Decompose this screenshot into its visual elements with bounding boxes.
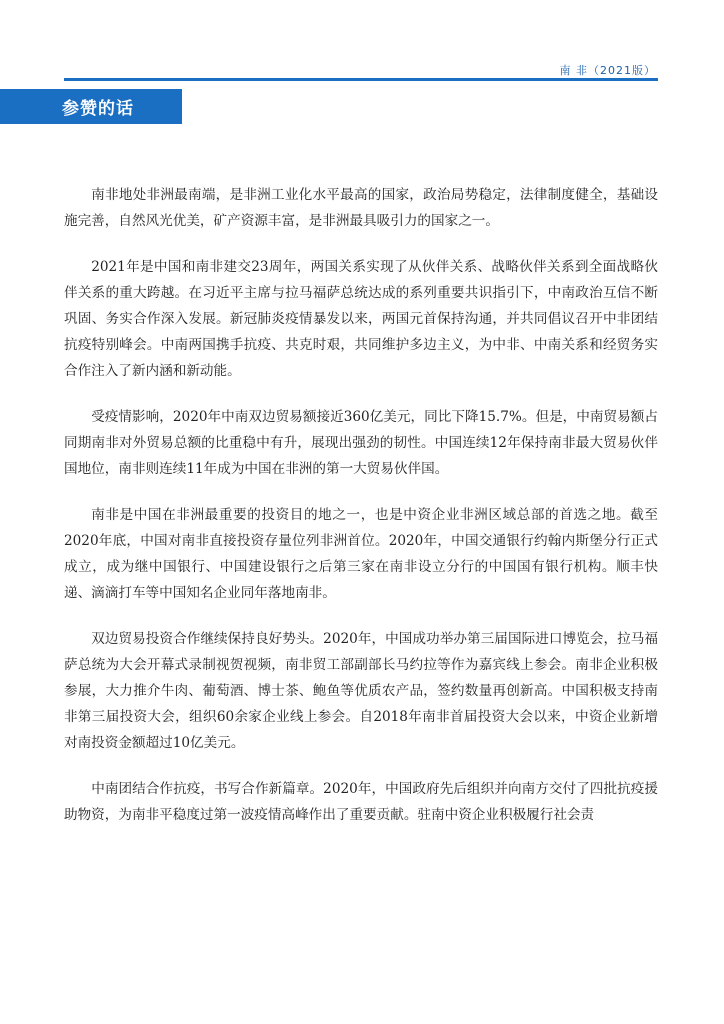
paragraph: 双边贸易投资合作继续保持良好势头。2020年，中国成功举办第三届国际进口博览会，拉马福萨总统为大会开幕式录制视贺视频，南非贸工部副部长马约拉等作为嘉宾线上参会。南非企业积极参展，大力推介牛肉、葡萄酒、博士茶、鲍鱼等优质农产品，签约数量再创新高。中国积极支持南非第三届投资大会，组织60余家企业线上参会。自2018年南非首届投资大会以来，中资企业新增对南投资金额超过10亿美元。 [64,631,658,751]
body-text [64,182,658,848]
paragraph: 受疫情影响，2020年中南双边贸易额接近360亿美元，同比下降15.7%。但是，中南贸易额占同期南非对外贸易总额的比重稳中有升，展现出强劲的韧性。中国连续12年保持南非最大贸易伙伴国地位，南非则连续11年成为中国在非洲的第一大贸易伙伴国。 [64,409,658,477]
running-header-title: 南 非（2021版） [559,64,656,77]
paragraph: 中南团结合作抗疫，书写合作新篇章。2020年，中国政府先后组织并向南方交付了四批抗疫援助物资，为南非平稳度过第一波疫情高峰作出了重要贡献。驻南中资企业积极履行社会责 [64,781,658,823]
section-title: 参赞的话 [62,99,134,119]
header-divider [64,78,658,81]
paragraph: 南非地处非洲最南端，是非洲工业化水平最高的国家，政治局势稳定，法律制度健全，基础设施完善，自然风光优美，矿产资源丰富，是非洲最具吸引力的国家之一。 [64,187,658,229]
section-banner [0,89,182,124]
paragraph: 南非是中国在非洲最重要的投资目的地之一，也是中资企业非洲区域总部的首选之地。截至2020年底，中国对南非直接投资存量位列非洲首位。2020年，中国交通银行约翰内斯堡分行正式成立，成为继中国银行、中国建设银行之后第三家在南非设立分行的中国国有银行机构。顺丰快递、滴滴打车等中国知名企业同年落地南非。 [64,507,658,601]
paragraph: 2021年是中国和南非建交23周年，两国关系实现了从伙伴关系、战略伙伴关系到全面战略伙伴关系的重大跨越。在习近平主席与拉马福萨总统达成的系列重要共识指引下，中南政治互信不断巩固、务实合作深入发展。新冠肺炎疫情暴发以来，两国元首保持沟通，并共同倡议召开中非团结抗疫特别峰会。中南两国携手抗疫、共克时艰，共同维护多边主义，为中非、中南关系和经贸务实合作注入了新内涵和新动能。 [64,259,658,379]
